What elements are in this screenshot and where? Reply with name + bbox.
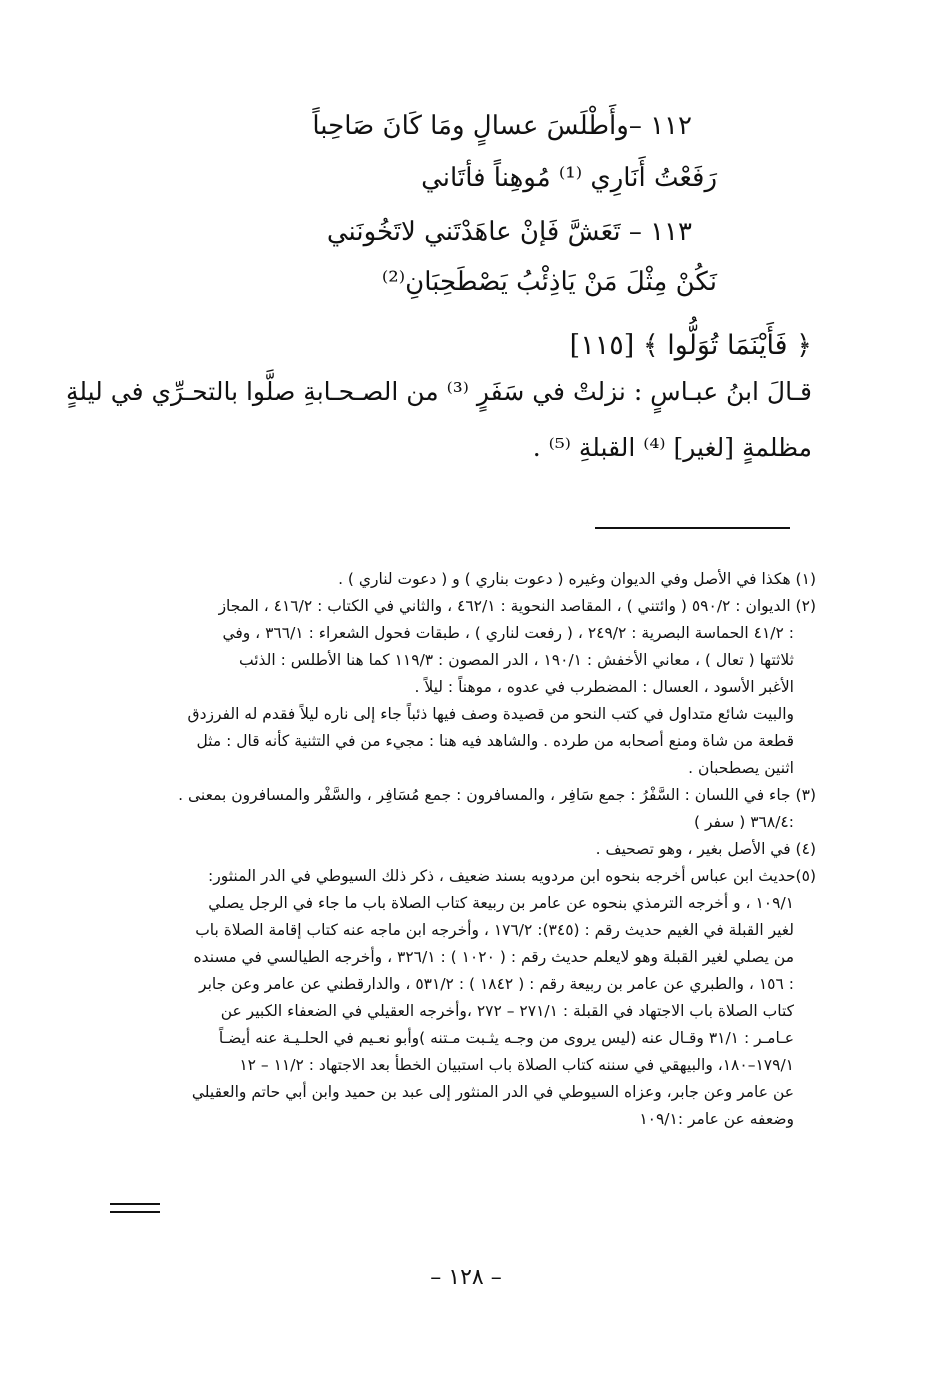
poem-verse-112-first-hemistich: ١١٢ –وأَطْلَسَ عسالٍ ومَا كَانَ صَاحِباً <box>312 111 692 141</box>
footnotes-end-double-rule <box>110 1203 160 1213</box>
footnote-line: (٣) جاء في اللسان : السَّفْرُ : جمع سَافِر ، والمسافرون : جمع مُسَافِر ، والسَّفْر والمسافرون بمعنى . <box>178 786 816 804</box>
footnote-line: لغير القبلة في الغيم حديث رقم : (٣٤٥): ١٧٦/٢ ، وأخرجه ابن ماجه عنه كتاب إقامة الصلاة باب <box>195 921 794 939</box>
footnote-line: عن عامر وعن جابر، وعزاه السيوطي في الدر المنثور إلى عبد بن حميد وابن أبي حاتم والعقيلي <box>191 1083 794 1101</box>
poem-verse-113-first-hemistich: ١١٣ – تَعَشَّ فَإنْ عاهَدْتَني لاتَخُونَني <box>326 217 692 247</box>
poem-verse-113-second-hemistich: نَكُنْ مِثْلَ مَنْ يَاذِئْبُ يَصْطَحِبَانِ⁽²⁾ <box>381 267 717 297</box>
commentary-line-1: قـالَ ابنُ عبـاسٍ : نزلتْ في سَفَرٍ ⁽³⁾ من الصـحـابةِ صلَّوا بالتحـرِّي في ليلةٍ <box>65 377 812 406</box>
footnote-line: اثنين يصطحبان . <box>688 759 794 777</box>
footnote-line: وضعفه عن عامر :١٠٩/١ <box>639 1110 794 1128</box>
footnote-line: :٣٦٨/٤ ( سفر ) <box>693 813 794 831</box>
footnote-line: من يصلي لغير القبلة وهو لايعلم حديث رقم : ( ١٠٢٠ ) : ٣٢٦/١ ، وأخرجه الطيالسي في مسنده <box>193 948 794 966</box>
footnote-line: ١٠٩/١ ، و أخرجه الترمذي بنحوه عن عامر بن ربيعة كتاب الصلاة باب ما جاء في الرجل يصلي <box>208 894 794 912</box>
footnote-line: كتاب الصلاة باب الاجتهاد في القبلة : ٢٧١/١ – ٢٧٢ ،وأخرجه العقيلي في الضعفاء الكبير عن <box>220 1002 794 1020</box>
footnotes-block <box>116 566 816 1133</box>
footnote-line: : ٤١/٢ الحماسة البصرية : ٢٤٩/٢ ، ( رفعت لناري ) ، طبقات فحول الشعراء : ٣٦٦/١ ، وفي <box>222 624 794 642</box>
poem-verse-112-second-hemistich: رَفَعْتُ أَنَارِي ⁽¹⁾ مُوهِناً فأتَاني <box>421 163 717 193</box>
footnote-line: (٤) في الأصل بغير ، وهو تصحيف . <box>595 840 816 858</box>
commentary-line-2: مظلمةٍ [لغير] ⁽⁴⁾ القبلةِ ⁽⁵⁾ . <box>532 433 812 462</box>
footnote-line: الأغبر الأسود ، العسال : المضطرب في عدوه ، موهناً : ليلاً . <box>414 678 794 696</box>
footnote-separator-rule <box>595 527 790 529</box>
footnote-line: (٢) الديوان : ٥٩٠/٢ ( وائتني ) ، المقاصد النحوية : ٤٦٢/١ ، والثاني في الكتاب : ٤١٦/٢ ، المجاز <box>218 597 816 615</box>
footnote-line: ١٧٩/١–١٨٠، والبيهقي في سننه كتاب الصلاة باب استبيان الخطأ بعد الاجتهاد : ١١/٢ – ١٢ <box>239 1056 794 1074</box>
footnote-line: : ١٥٦ ، والطبري عن عامر بن ربيعة رقم : ( ١٨٤٢ ) : ٥٣١/٢ ، والدارقطني عن عامر وعن جابر <box>199 975 794 993</box>
footnote-line: (١) هكذا في الأصل وفي الديوان وغيره ( دعوت بناري ) و ( دعوت لناري ) . <box>338 570 816 588</box>
footnote-line: والبيت شائع متداول في كتب النحو من قصيدة وصف فيها ذئباً جاء إلى ناره ليلاً فقدم له الفرزدق <box>187 705 794 723</box>
quran-verse-reference: ﴿ فَأَيْنَمَا تُوَلُّوا ﴾ [١١٥] <box>569 330 812 361</box>
page-number: – ١٢٨ – <box>430 1265 502 1290</box>
footnote-line: (٥)حديث ابن عباس أخرجه بنحوه ابن مردويه بسند ضعيف ، ذكر ذلك السيوطي في الدر المنثور: <box>208 867 816 885</box>
footnote-line: قطعة من شاة ومنع أصحابه من طرده . والشاهد فيه هنا : مجيء من في التثنية كأنه قال : مثل <box>196 732 794 750</box>
footnote-line: عـامـر : ٣١/١ وقـال عنه (ليس يروى من وجـه يثـبت مـتنه )وأبو نعـيم في الحلـيـة عنه أيضـاً <box>218 1029 794 1047</box>
footnote-line: ثلاثتها ( تعال ) ، معاني الأخفش : ١٩٠/١ ، الدر المصون : ١١٩/٣ كما هنا الأطلس : الذئب <box>239 651 794 669</box>
